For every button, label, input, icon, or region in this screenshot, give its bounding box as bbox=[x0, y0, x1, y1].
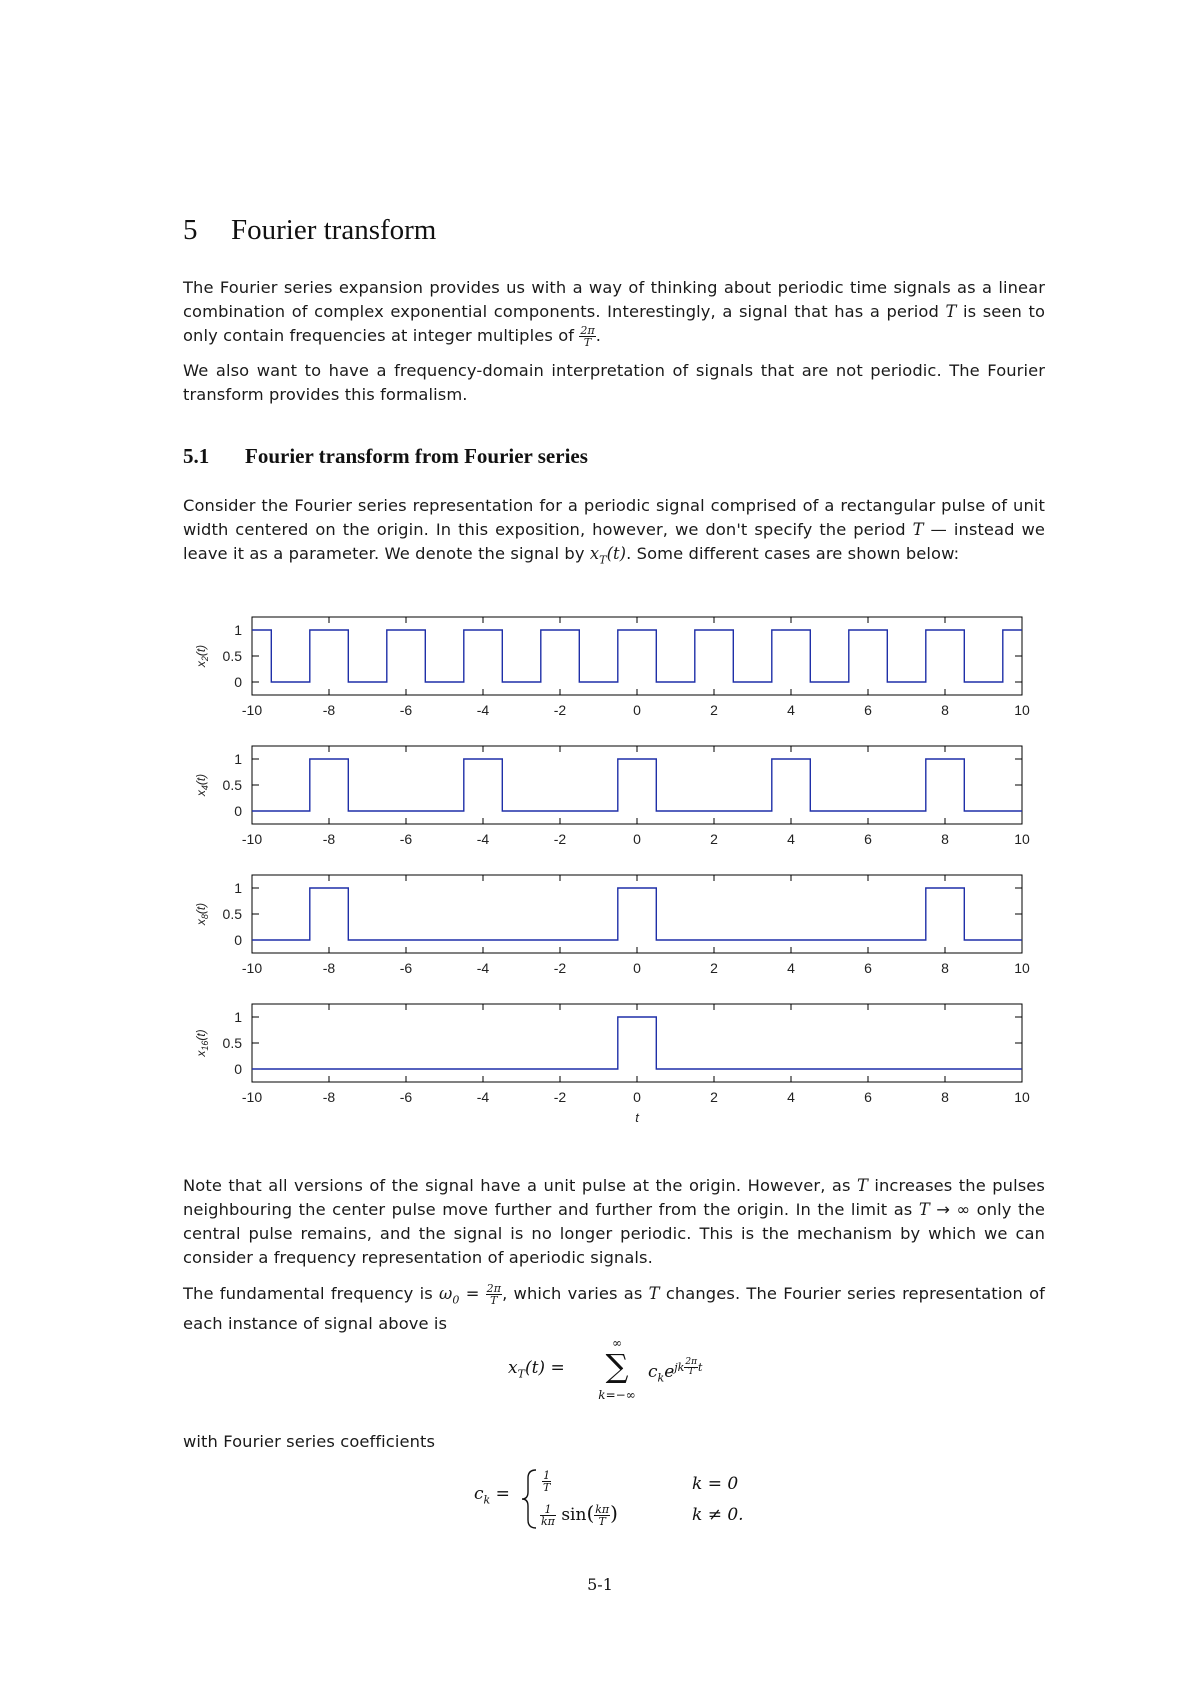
period-symbol-2: T bbox=[918, 1200, 930, 1219]
x-tick-label: -6 bbox=[399, 702, 413, 718]
paren-close: ) bbox=[610, 1501, 618, 1525]
eq1-lhs: x bbox=[508, 1358, 518, 1378]
y-axis-label bbox=[194, 1029, 210, 1057]
consider-text-a: Consider the Fourier series representation for a periodic signal comprised of a rectangular pulse of unit width centered on the origin. In this exposition, however, we don't specify the period bbox=[183, 496, 1045, 539]
exponent-jk: jk bbox=[674, 1360, 685, 1374]
x-tick-label: 10 bbox=[1014, 702, 1030, 718]
y-tick-label: 0 bbox=[234, 1061, 242, 1077]
fourier-series-equation bbox=[508, 1358, 565, 1380]
y-tick-label: 0.5 bbox=[222, 906, 242, 922]
case-2-condition: k ≠ 0. bbox=[692, 1505, 744, 1525]
case1-den: T bbox=[543, 1481, 551, 1494]
equals: = bbox=[459, 1284, 486, 1303]
y-label-arg: (t) bbox=[194, 644, 208, 657]
x-tick-label: 8 bbox=[941, 702, 949, 718]
coefficient-sub: k bbox=[657, 1371, 665, 1385]
plot-frame-4 bbox=[252, 1004, 1022, 1082]
period-symbol: T bbox=[648, 1284, 660, 1303]
sin-function: sin bbox=[561, 1505, 587, 1525]
y-label-sub: 2 bbox=[200, 656, 210, 662]
x-tick-label: 10 bbox=[1014, 831, 1030, 847]
signal-sub: T bbox=[599, 553, 607, 567]
omega-symbol bbox=[439, 1284, 460, 1307]
section-title: Fourier transform bbox=[231, 214, 437, 246]
plot-frame-2 bbox=[252, 746, 1022, 824]
x-tick-label: 4 bbox=[787, 1089, 795, 1105]
frac-denominator: T bbox=[583, 336, 592, 349]
paren-open: ( bbox=[586, 1501, 595, 1525]
x-tick-label: -4 bbox=[476, 831, 490, 847]
case2-arg-num: kπ bbox=[595, 1503, 610, 1516]
x-tick-label: 8 bbox=[941, 831, 949, 847]
page-number: 5-1 bbox=[587, 1575, 613, 1594]
note-text-b: increases the pulses neighbouring the center pulse move further and further from the origin. In the limit as bbox=[183, 1176, 1046, 1219]
period-symbol: T bbox=[945, 302, 957, 321]
x-tick-label: -2 bbox=[553, 831, 567, 847]
x-tick-label: 8 bbox=[941, 1089, 949, 1105]
fundamental-text-b: , which varies as bbox=[502, 1284, 649, 1303]
exponent-frac bbox=[684, 1358, 698, 1377]
sum-lower-limit: k=−∞ bbox=[598, 1388, 636, 1402]
coefficient-equation bbox=[474, 1484, 510, 1506]
note-text-a: Note that all versions of the signal have a unit pulse at the origin. However, as bbox=[183, 1176, 857, 1195]
case2-arg-den: T bbox=[598, 1515, 606, 1528]
y-label-main: x bbox=[194, 1050, 208, 1057]
x-tick-label: -4 bbox=[476, 702, 490, 718]
case2-num: 1 bbox=[540, 1504, 556, 1516]
x-tick-label: 4 bbox=[787, 960, 795, 976]
subsection-number: 5.1 bbox=[183, 444, 210, 468]
period-symbol: T bbox=[912, 520, 924, 539]
y-axis-label bbox=[194, 774, 210, 797]
coefficients-text: with Fourier series coefficients bbox=[183, 1432, 436, 1451]
x-tick-label: -6 bbox=[399, 960, 413, 976]
limit-arrow: → ∞ bbox=[929, 1200, 971, 1219]
x-tick-label: -4 bbox=[476, 1089, 490, 1105]
x-tick-label: 6 bbox=[864, 960, 872, 976]
y-label-main: x bbox=[194, 661, 208, 668]
y-label-arg: (t) bbox=[194, 902, 208, 915]
x-tick-label: -2 bbox=[553, 960, 567, 976]
note-text-c: only the central pulse remains, and the signal is no longer periodic. This is the mechanism by which we can consider a frequency representation of aperiodic signals. bbox=[183, 1200, 1045, 1267]
frac-2pi-T bbox=[486, 1283, 502, 1306]
frac-numerator: 2π bbox=[580, 324, 595, 337]
x-tick-label: 4 bbox=[787, 702, 795, 718]
plot-frame-3 bbox=[252, 875, 1022, 953]
y-tick-label: 1 bbox=[234, 622, 242, 638]
x-tick-label: 0 bbox=[633, 960, 641, 976]
y-tick-label: 1 bbox=[234, 880, 242, 896]
intro-period: . bbox=[595, 326, 602, 345]
fundamental-paragraph bbox=[183, 1282, 1045, 1336]
pulse-train-series-3 bbox=[252, 888, 1022, 940]
x-tick-label: -10 bbox=[241, 1089, 263, 1105]
plot-frame-1 bbox=[252, 617, 1022, 695]
cases-brace bbox=[520, 1468, 540, 1530]
x-tick-label: 6 bbox=[864, 1089, 872, 1105]
consider-text-b: — instead we leave it as a parameter. We denote the signal by bbox=[183, 520, 1045, 563]
subsection-title: Fourier transform from Fourier series bbox=[245, 444, 588, 468]
exponent-t: t bbox=[698, 1360, 703, 1374]
y-tick-label: 0 bbox=[234, 932, 242, 948]
frac-numerator: 2π bbox=[486, 1282, 502, 1295]
x-tick-label: 10 bbox=[1014, 960, 1030, 976]
y-axis-label bbox=[194, 645, 210, 668]
y-tick-label: 0 bbox=[234, 674, 242, 690]
x-tick-label: 6 bbox=[864, 702, 872, 718]
eq2-lhs: c bbox=[474, 1484, 484, 1504]
x-tick-label: 6 bbox=[864, 831, 872, 847]
y-label-sub: 16 bbox=[200, 1040, 210, 1051]
x-tick-label: 2 bbox=[710, 831, 718, 847]
eq1-lhs-sub: T bbox=[517, 1367, 525, 1381]
x-tick-label: 2 bbox=[710, 702, 718, 718]
case-2-value bbox=[540, 1501, 618, 1527]
fundamental-text-a: The fundamental frequency is bbox=[183, 1284, 439, 1303]
x-tick-label: 4 bbox=[787, 831, 795, 847]
x-tick-label: -8 bbox=[322, 960, 336, 976]
x-tick-label: -10 bbox=[241, 831, 263, 847]
frac-kpi-T bbox=[594, 1504, 610, 1527]
y-axis-label bbox=[194, 903, 210, 926]
intro-text: The Fourier series expansion provides us with a way of thinking about periodic time signals as a linear combination of complex exponential components. Interestingly, a signal that has a period bbox=[183, 278, 1045, 321]
signal-x: x bbox=[589, 544, 600, 563]
y-label-arg: (t) bbox=[194, 773, 208, 786]
y-tick-label: 0 bbox=[234, 803, 242, 819]
y-label-sub: 8 bbox=[200, 914, 210, 920]
x-tick-label: -4 bbox=[476, 960, 490, 976]
y-tick-label: 0.5 bbox=[222, 777, 242, 793]
y-label-main: x bbox=[194, 919, 208, 926]
eq1-lhs-arg: (t) = bbox=[524, 1358, 565, 1378]
case-1-value bbox=[542, 1470, 551, 1493]
x-tick-label: -8 bbox=[322, 702, 336, 718]
x-tick-label: 10 bbox=[1014, 1089, 1030, 1105]
case2-den: kπ bbox=[541, 1515, 555, 1528]
fundamental-text-c: changes. The Fourier series representation of each instance of signal above is bbox=[183, 1284, 1045, 1334]
y-tick-label: 1 bbox=[234, 751, 242, 767]
x-axis-label: t bbox=[635, 1110, 639, 1125]
frac-1-T bbox=[542, 1470, 551, 1493]
y-tick-label: 0.5 bbox=[222, 648, 242, 664]
frac-denominator: T bbox=[490, 1294, 498, 1307]
case-1-condition: k = 0 bbox=[692, 1474, 739, 1494]
eq2-equals: = bbox=[495, 1484, 510, 1504]
exponent bbox=[674, 1357, 703, 1377]
x-tick-label: 0 bbox=[633, 1089, 641, 1105]
coefficient-c: c bbox=[648, 1362, 658, 1383]
x-tick-label: -6 bbox=[399, 1089, 413, 1105]
x-tick-label: -10 bbox=[241, 702, 263, 718]
sum-symbol: ∑ bbox=[605, 1347, 629, 1385]
x-tick-label: -10 bbox=[241, 960, 263, 976]
x-tick-label: -8 bbox=[322, 831, 336, 847]
case1-num: 1 bbox=[543, 1469, 551, 1482]
period-symbol: T bbox=[856, 1176, 868, 1195]
note-paragraph bbox=[183, 1174, 1045, 1270]
y-label-sub: 4 bbox=[200, 785, 210, 791]
signal-arg: (t) bbox=[606, 544, 627, 563]
exp-base: e bbox=[664, 1362, 675, 1383]
y-tick-label: 0.5 bbox=[222, 1035, 242, 1051]
x-tick-label: 0 bbox=[633, 831, 641, 847]
x-tick-label: 2 bbox=[710, 1089, 718, 1105]
pulse-train-series-1 bbox=[252, 630, 1022, 682]
y-label-arg: (t) bbox=[194, 1029, 208, 1041]
y-tick-label: 1 bbox=[234, 1009, 242, 1025]
x-tick-label: 2 bbox=[710, 960, 718, 976]
exp-frac-num: 2π bbox=[685, 1357, 697, 1367]
intro-text-rest: is seen to only contain frequencies at integer multiples of bbox=[183, 302, 1046, 345]
sum-upper-limit: ∞ bbox=[612, 1336, 622, 1350]
omega-sub: 0 bbox=[452, 1293, 460, 1307]
x-tick-label: 0 bbox=[633, 702, 641, 718]
x-tick-label: 8 bbox=[941, 960, 949, 976]
exp-frac-den: T bbox=[688, 1367, 695, 1377]
x-tick-label: -2 bbox=[553, 702, 567, 718]
eq2-lhs-sub: k bbox=[483, 1493, 491, 1507]
y-label-main: x bbox=[194, 790, 208, 797]
omega: ω bbox=[439, 1284, 453, 1303]
intro-paragraph-2: We also want to have a frequency-domain interpretation of signals that are not periodic. The Fourier transform provides this formalism. bbox=[183, 361, 1045, 404]
pulse-train-series-4 bbox=[252, 1017, 1022, 1069]
consider-text-c: . Some different cases are shown below: bbox=[626, 544, 960, 563]
section-number: 5 bbox=[183, 214, 198, 246]
pulse-train-series-2 bbox=[252, 759, 1022, 811]
x-tick-label: -6 bbox=[399, 831, 413, 847]
x-tick-label: -2 bbox=[553, 1089, 567, 1105]
eq1-term bbox=[648, 1358, 702, 1385]
x-tick-label: -8 bbox=[322, 1089, 336, 1105]
frac-1-kpi bbox=[540, 1504, 556, 1527]
